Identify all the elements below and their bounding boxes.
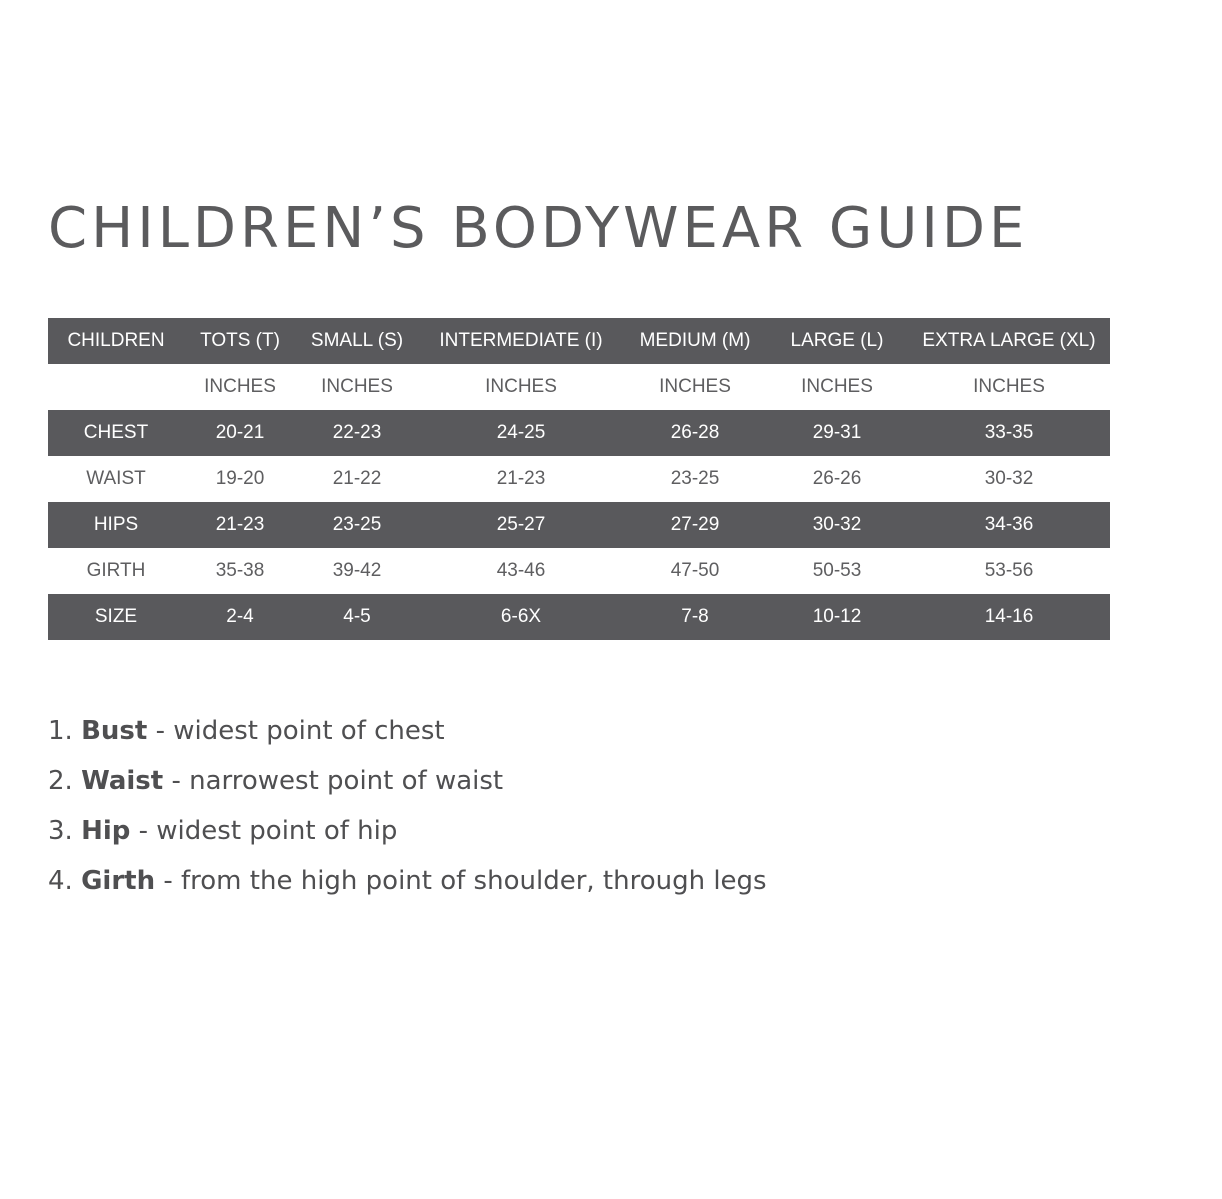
table-cell: 21-22 (332, 468, 382, 489)
column-header-children: CHILDREN (67, 330, 165, 351)
table-cell: 26-26 (812, 468, 862, 489)
note-number: 2. (48, 766, 73, 796)
units-row (48, 364, 1110, 410)
table-cell: 19-20 (215, 468, 265, 489)
note-item-bust (48, 706, 767, 756)
column-header-medium: MEDIUM (M) (639, 330, 751, 351)
table-cell: 34-36 (984, 514, 1034, 535)
table-cell: 2-4 (226, 606, 254, 627)
table-cell: 30-32 (984, 468, 1034, 489)
table-header-row (48, 318, 1110, 364)
note-item-girth (48, 856, 767, 906)
table-cell: 6-6X (500, 606, 542, 627)
units-cell: INCHES (485, 376, 557, 397)
row-label: CHEST (83, 422, 149, 443)
note-item-hip (48, 806, 767, 856)
note-term: Waist (81, 766, 164, 796)
row-label: SIZE (94, 606, 138, 627)
note-number: 3. (48, 816, 73, 846)
table-cell: 10-12 (812, 606, 862, 627)
units-cell: INCHES (801, 376, 873, 397)
table-row-hips (48, 502, 1110, 548)
table-cell: 26-28 (670, 422, 720, 443)
table-cell: 29-31 (812, 422, 862, 443)
units-cell: INCHES (321, 376, 393, 397)
column-header-small: SMALL (S) (310, 330, 404, 351)
note-description: - widest point of chest (155, 716, 445, 746)
column-header-intermediate: INTERMEDIATE (I) (439, 330, 603, 351)
table-cell: 30-32 (812, 514, 862, 535)
table-cell: 25-27 (496, 514, 546, 535)
table-cell: 14-16 (984, 606, 1034, 627)
note-description: - narrowest point of waist (171, 766, 504, 796)
table-row-waist (48, 456, 1110, 502)
table-cell: 22-23 (332, 422, 382, 443)
row-label: WAIST (86, 468, 146, 489)
table-cell: 4-5 (343, 606, 371, 627)
note-number: 1. (48, 716, 73, 746)
table-cell: 43-46 (496, 560, 546, 581)
measurement-notes (48, 706, 767, 906)
table-cell: 21-23 (496, 468, 546, 489)
table-cell: 33-35 (984, 422, 1034, 443)
note-description: - from the high point of shoulder, through legs (163, 866, 767, 896)
table-cell: 35-38 (215, 560, 265, 581)
note-term: Hip (81, 816, 131, 846)
table-cell: 50-53 (812, 560, 862, 581)
row-label: HIPS (93, 514, 139, 535)
table-cell: 24-25 (496, 422, 546, 443)
column-header-extra-large: EXTRA LARGE (XL) (922, 330, 1096, 351)
table-row-size (48, 594, 1110, 640)
table-cell: 21-23 (215, 514, 265, 535)
note-number: 4. (48, 866, 73, 896)
page-title: CHILDREN’S BODYWEAR GUIDE (48, 196, 1029, 261)
table-cell: 39-42 (332, 560, 382, 581)
size-chart-table (48, 318, 1110, 640)
table-cell: 7-8 (681, 606, 709, 627)
row-label: GIRTH (86, 560, 146, 581)
table-cell: 23-25 (332, 514, 382, 535)
table-cell: 47-50 (670, 560, 720, 581)
table-cell: 20-21 (215, 422, 265, 443)
table-row-girth (48, 548, 1110, 594)
units-cell: INCHES (659, 376, 731, 397)
table-cell: 53-56 (984, 560, 1034, 581)
units-cell: INCHES (204, 376, 276, 397)
table-cell: 23-25 (670, 468, 720, 489)
table-row-chest (48, 410, 1110, 456)
note-term: Bust (81, 716, 148, 746)
note-description: - widest point of hip (138, 816, 398, 846)
note-item-waist (48, 756, 767, 806)
column-header-large: LARGE (L) (790, 330, 884, 351)
units-cell: INCHES (973, 376, 1045, 397)
table-cell: 27-29 (670, 514, 720, 535)
note-term: Girth (81, 866, 156, 896)
column-header-tots: TOTS (T) (200, 330, 280, 351)
